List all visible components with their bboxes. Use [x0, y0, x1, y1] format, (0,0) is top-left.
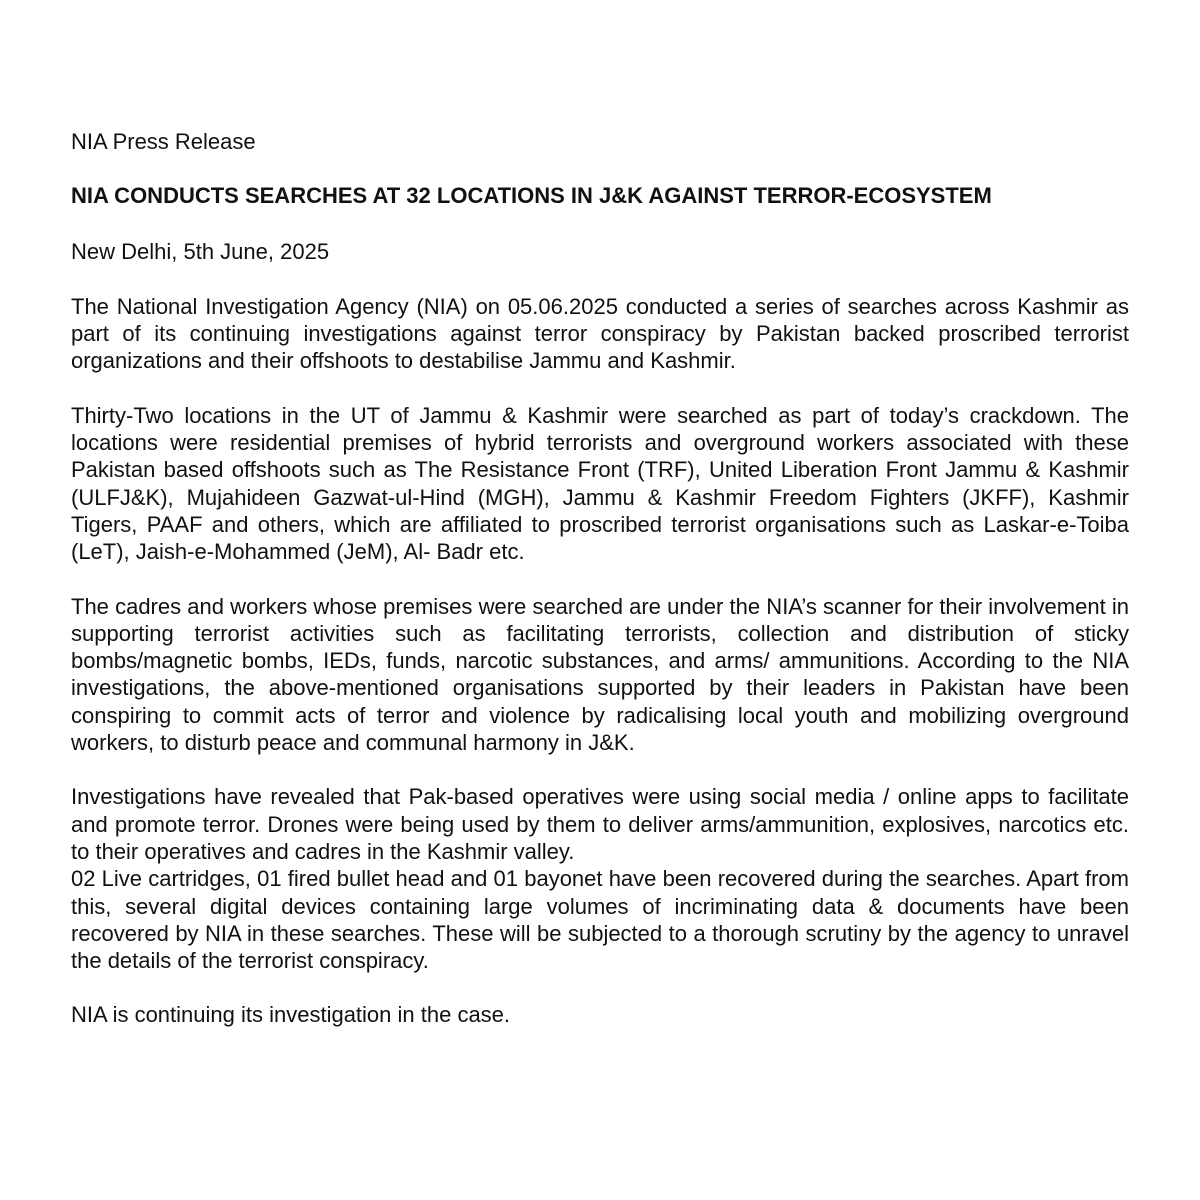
- press-release-document: [71, 128, 1129, 1056]
- paragraph-overview: The National Investigation Agency (NIA) on 05.06.2025 conducted a series of searches across Kashmir as part of its continuing investigations against terror conspiracy by Pakistan backed proscribed terrorist organizations and their offshoots to destabilise Jammu and Kashmir.: [71, 293, 1129, 374]
- paragraph-locations: Thirty-Two locations in the UT of Jammu & Kashmir were searched as part of today’s crackdown. The locations were residential premises of hybrid terrorists and overground workers associated with these Pakistan based offshoots such as The Resistance Front (TRF), United Liberation Front Jammu & Kashmir (ULFJ&K), Mujahideen Gazwat-ul-Hind (MGH), Jammu & Kashmir Freedom Fighters (JKFF), Kashmir Tigers, PAAF and others, which are affiliated to proscribed terrorist organisations such as Laskar-e-Toiba (LeT), Jaish-e-Mohammed (JeM), Al- Badr etc.: [71, 402, 1129, 565]
- paragraph-investigations: Investigations have revealed that Pak-based operatives were using social media / online apps to facilitate and promote terror. Drones were being used by them to deliver arms/ammunition, explosives, narcotics etc. to their operatives and cadres in the Kashmir valley.: [71, 784, 1129, 864]
- document-label: NIA Press Release: [71, 129, 256, 154]
- document-headline: NIA CONDUCTS SEARCHES AT 32 LOCATIONS IN J&K AGAINST TERROR-ECOSYSTEM: [71, 183, 992, 209]
- paragraph-recoveries: 02 Live cartridges, 01 fired bullet head and 01 bayonet have been recovered during the searches. Apart from this, several digital devices containing large volumes of incriminating data & documents have been recovered by NIA in these searches. These will be subjected to a thorough scrutiny by the agency to unravel the details of the terrorist conspiracy.: [71, 866, 1129, 974]
- paragraph-closing: NIA is continuing its investigation in the case.: [71, 1002, 511, 1028]
- paragraph-cadres: The cadres and workers whose premises were searched are under the NIA’s scanner for their involvement in supporting terrorist activities such as facilitating terrorists, collection and distribution of sticky bombs/magnetic bombs, IEDs, funds, narcotic substances, and arms/ ammunitions. According to the NIA investigations, the above-mentioned organisations supported by their leaders in Pakistan have been conspiring to commit acts of terror and violence by radicalising local youth and mobilizing overground workers, to disturb peace and communal harmony in J&K.: [71, 593, 1129, 756]
- document-dateline: New Delhi, 5th June, 2025: [71, 238, 330, 264]
